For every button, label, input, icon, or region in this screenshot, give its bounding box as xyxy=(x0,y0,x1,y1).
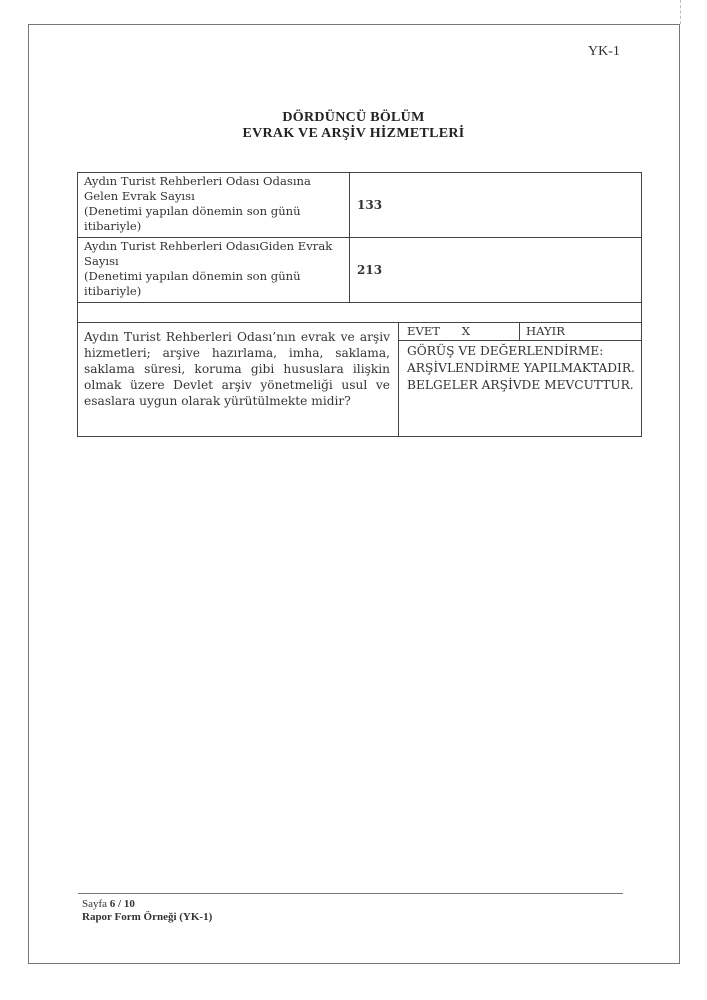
incoming-docs-label-line: (Denetimi yapılan dönemin son günü xyxy=(84,204,301,218)
no-label: HAYIR xyxy=(526,324,565,338)
scan-edge-mark xyxy=(680,0,681,24)
archive-question-cell xyxy=(77,322,399,437)
evaluation-title: GÖRÜŞ VE DEĞERLENDİRME: xyxy=(407,344,604,358)
no-option-cell xyxy=(519,322,642,341)
table-separator-row xyxy=(77,302,642,323)
incoming-docs-label-line: Gelen Evrak Sayısı xyxy=(84,189,195,203)
incoming-docs-count: 133 xyxy=(357,197,383,212)
evaluation-cell xyxy=(398,340,642,437)
page-prefix: Sayfa xyxy=(82,898,108,910)
yes-option-cell xyxy=(398,322,520,341)
evaluation-word: ARŞİVLENDİRME YAPILMAKTADIR. xyxy=(407,361,635,375)
outgoing-docs-label-line: Sayısı xyxy=(84,254,119,268)
outgoing-docs-label-line: (Denetimi yapılan dönemin son günü xyxy=(84,269,301,283)
outgoing-docs-value-cell xyxy=(349,237,642,303)
evaluation-line: BELGELER ARŞİVDE MEVCUTTUR. xyxy=(407,378,634,392)
outgoing-docs-label-cell xyxy=(77,237,350,303)
outgoing-docs-count: 213 xyxy=(357,262,383,277)
section-title: EVRAK VE ARŞİV HİZMETLERİ xyxy=(242,126,465,141)
footer-page-info xyxy=(82,898,135,910)
yes-label: EVET xyxy=(407,324,441,338)
section-heading: DÖRDÜNCÜ BÖLÜM xyxy=(282,110,425,125)
incoming-docs-label-cell xyxy=(77,172,350,238)
yes-checkmark: X xyxy=(461,324,470,338)
document-code: YK-1 xyxy=(588,44,620,59)
incoming-docs-label-line: itibariyle) xyxy=(84,219,142,233)
footer-divider xyxy=(78,893,623,894)
outgoing-docs-label-line: itibariyle) xyxy=(84,284,142,298)
evaluation-line xyxy=(407,360,635,377)
page-frame xyxy=(28,24,680,964)
archive-question-text: Aydın Turist Rehberleri Odası’nın evrak ve arşiv hizmetleri; arşive hazırlama, imha, saklama, saklama süresi, koruma gibi hususlara ilişkin olmak üzere Devlet arşiv yönetmeliği usul ve esaslara uygun olarak yürütülmekte midir? xyxy=(84,330,390,408)
incoming-docs-value-cell xyxy=(349,172,642,238)
incoming-docs-label-line: Aydın Turist Rehberleri Odası Odasına xyxy=(84,174,311,188)
outgoing-docs-label-line: Aydın Turist Rehberleri OdasıGiden Evrak xyxy=(84,239,333,253)
footer-form-name: Rapor Form Örneği (YK-1) xyxy=(82,911,213,923)
page-number: 6 / 10 xyxy=(109,898,135,910)
